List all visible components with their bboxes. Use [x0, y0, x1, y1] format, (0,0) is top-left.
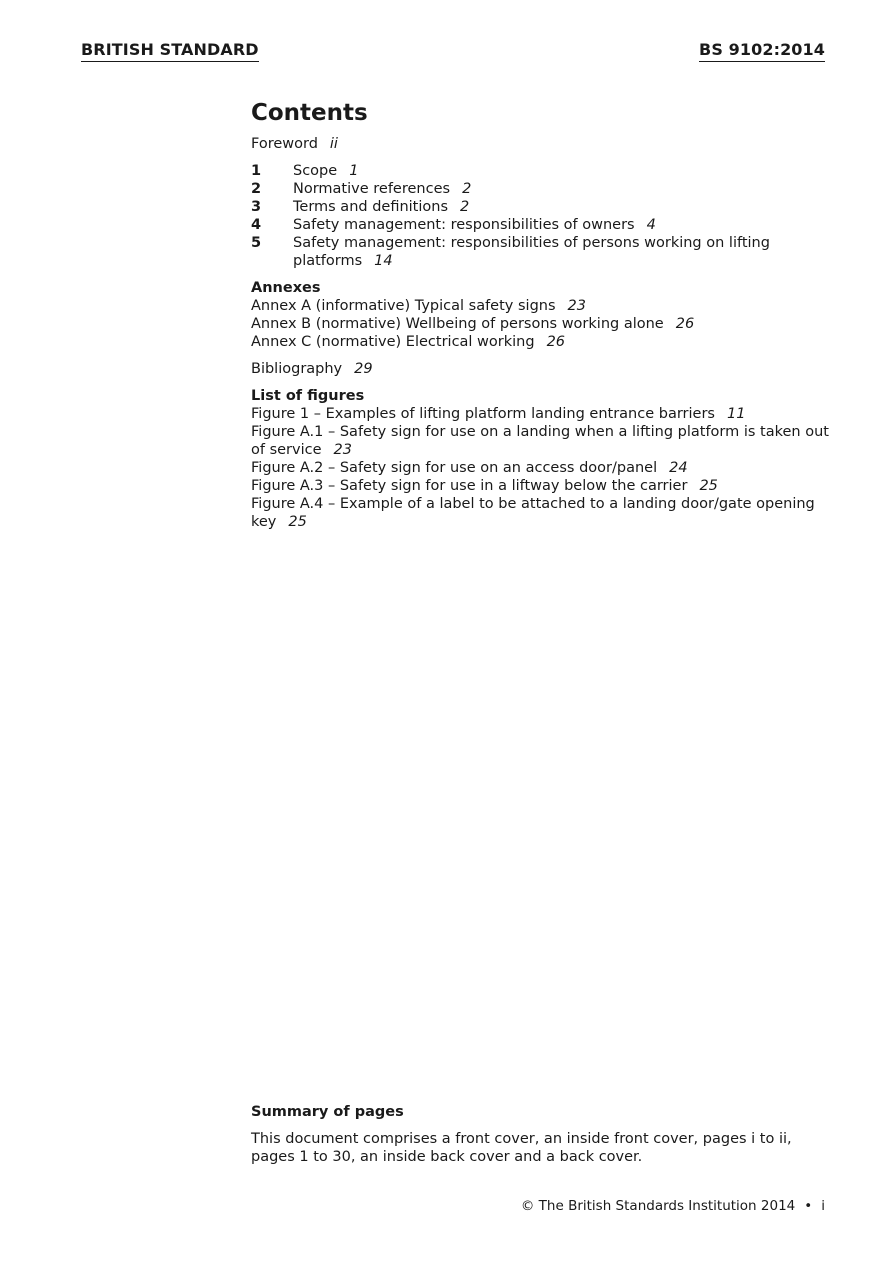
figures-list	[251, 387, 831, 531]
toc-entry-label: Safety management: responsibilities of owners	[293, 217, 635, 233]
toc-entry-label: Annex B (normative) Wellbeing of persons working alone	[251, 316, 664, 332]
toc-entry-annex-a[interactable]	[251, 297, 831, 315]
clause-number: 3	[251, 199, 262, 215]
clause-number: 1	[251, 163, 262, 179]
copyright-notice: © The British Standards Institution 2014	[520, 1198, 796, 1214]
toc-page-number: 25	[699, 478, 718, 494]
toc-page-number: 4	[646, 217, 656, 233]
page-number: i	[821, 1198, 825, 1214]
toc-entry-clause-2[interactable]	[251, 180, 831, 198]
toc-page-number: 14	[374, 253, 393, 269]
toc-page-number: 11	[726, 406, 746, 422]
clause-number: 4	[251, 217, 262, 233]
toc-entry-label: Annex A (informative) Typical safety signs	[251, 298, 556, 314]
toc-entry-label: Annex C (normative) Electrical working	[251, 334, 535, 350]
bullet-separator-icon: •	[804, 1198, 813, 1214]
toc-entry-figure-a1[interactable]	[251, 423, 831, 459]
toc-entry-clause-3[interactable]	[251, 198, 831, 216]
toc-entry-bibliography[interactable]	[251, 360, 831, 378]
toc-entry-figure-a3[interactable]	[251, 477, 831, 495]
toc-page-number: 1	[349, 163, 359, 179]
toc-entry-clause-5[interactable]	[251, 234, 831, 270]
toc-page-number: 29	[354, 361, 373, 377]
toc-entry-label: Foreword	[251, 136, 318, 152]
toc-page-number: 2	[462, 181, 472, 197]
toc-entry-figure-1[interactable]	[251, 405, 831, 423]
toc-entry-label: Figure A.2 – Safety sign for use on an access door/panel	[251, 460, 658, 476]
toc-entry-label: Bibliography	[251, 361, 343, 377]
toc-entry-label: Figure A.3 – Safety sign for use in a liftway below the carrier	[251, 478, 688, 494]
contents-section	[251, 98, 831, 531]
clauses-list	[251, 162, 831, 270]
summary-of-pages	[251, 1103, 831, 1166]
toc-entry-annex-b[interactable]	[251, 315, 831, 333]
toc-entry-label: Safety management: responsibilities of persons working on lifting platforms	[293, 235, 770, 269]
annexes-list	[251, 279, 831, 351]
toc-page-number: 26	[675, 316, 695, 332]
toc-entry-annex-c[interactable]	[251, 333, 831, 351]
clause-number: 5	[251, 235, 262, 251]
annexes-heading: Annexes	[251, 280, 321, 296]
clause-number: 2	[251, 181, 262, 197]
summary-text: This document comprises a front cover, an inside front cover, pages i to ii, pages 1 to 30, an inside back cover and a back cover.	[251, 1131, 792, 1165]
toc-entry-label: Terms and definitions	[293, 199, 449, 215]
toc-page-number: 24	[669, 460, 688, 476]
toc-page-number: 23	[333, 442, 352, 458]
toc-page-number: 25	[288, 514, 307, 530]
toc-page-number: 2	[460, 199, 470, 215]
figures-heading: List of figures	[251, 388, 365, 404]
toc-entry-label: Figure A.4 – Example of a label to be attached to a landing door/gate opening key	[251, 496, 815, 530]
toc-entry-label: Normative references	[293, 181, 451, 197]
summary-heading: Summary of pages	[251, 1104, 404, 1120]
toc-entry-clause-4[interactable]	[251, 216, 831, 234]
toc-entry-label: Figure 1 – Examples of lifting platform landing entrance barriers	[251, 406, 715, 422]
toc-entry-label: Scope	[293, 163, 338, 179]
toc-entry-foreword[interactable]	[251, 135, 831, 153]
toc-page-number: ii	[329, 136, 338, 152]
toc-entry-figure-a2[interactable]	[251, 459, 831, 477]
header-document-number: BS 9102:2014	[699, 40, 825, 62]
toc-entry-clause-1[interactable]	[251, 162, 831, 180]
toc-page-number: 23	[567, 298, 586, 314]
page-footer	[521, 1198, 825, 1214]
toc-entry-label: Figure A.1 – Safety sign for use on a landing when a lifting platform is taken out of service	[251, 424, 829, 458]
page-title: Contents	[251, 100, 368, 126]
toc-page-number: 26	[546, 334, 566, 350]
toc-entry-figure-a4[interactable]	[251, 495, 831, 531]
header-standard-label: BRITISH STANDARD	[81, 40, 259, 62]
